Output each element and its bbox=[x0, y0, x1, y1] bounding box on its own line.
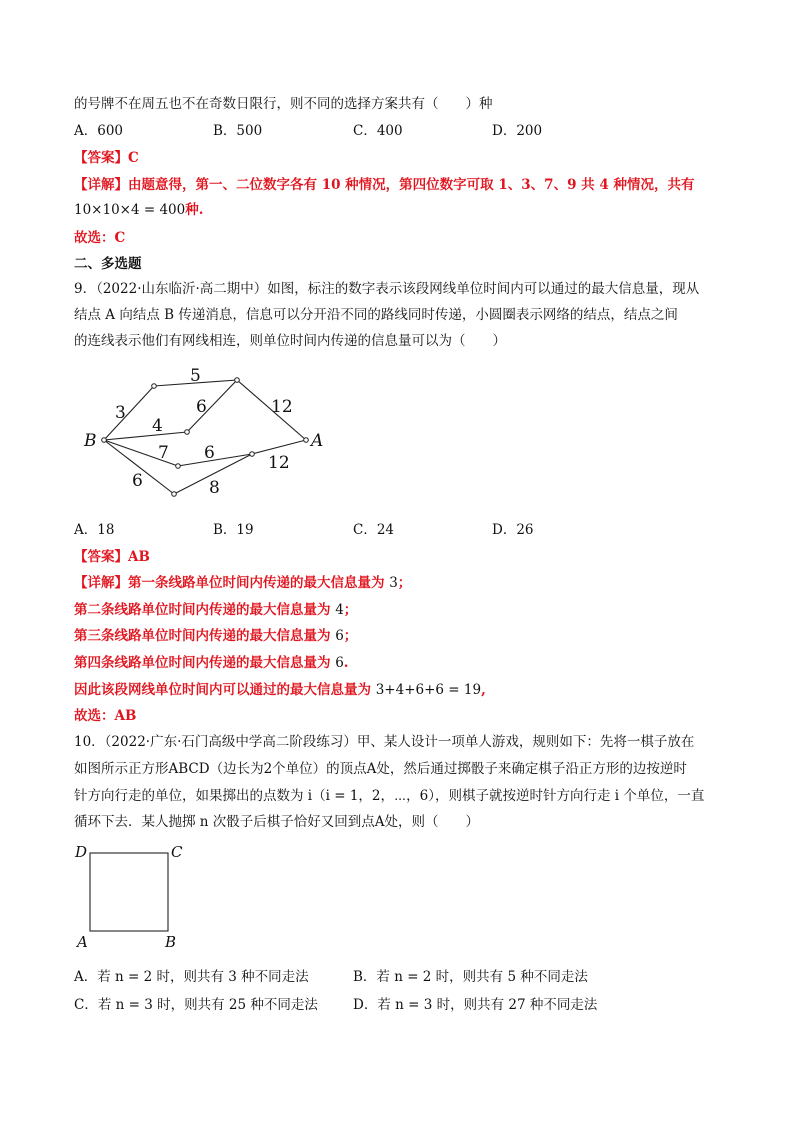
node-b bbox=[102, 438, 107, 443]
edge-label-6a: 6 bbox=[196, 397, 207, 417]
node-bottom bbox=[172, 492, 177, 497]
q9-option-b: B．19 bbox=[213, 522, 254, 538]
q9-detail-line1: 【详解】第一条线路单位时间内传递的最大信息量为 3； bbox=[74, 575, 412, 591]
edge-label-7: 7 bbox=[158, 443, 169, 463]
edge-label-8: 8 bbox=[209, 478, 220, 498]
q9-option-d: D．26 bbox=[492, 522, 534, 538]
q10-label-a: A bbox=[77, 933, 88, 951]
q8-detail-formula: 10×10×4 = 400种. bbox=[74, 202, 204, 218]
q9-detail-line5: 因此该段网线单位时间内可以通过的最大信息量为 3+4+6+6 = 19, bbox=[74, 682, 486, 698]
q10-label-c: C bbox=[171, 843, 183, 861]
node-right bbox=[250, 452, 255, 457]
q9-option-c: C．24 bbox=[353, 522, 395, 538]
q9-choice: 故选：AB bbox=[74, 708, 137, 724]
q8-option-d: D．200 bbox=[492, 123, 543, 139]
q8-option-b: B．500 bbox=[213, 123, 263, 139]
node-label-a: A bbox=[311, 431, 324, 451]
q10-label-b: B bbox=[165, 933, 177, 951]
edge-label-12b: 12 bbox=[268, 453, 290, 473]
q9-detail-line2: 第二条线路单位时间内传递的最大信息量为 4； bbox=[74, 602, 358, 618]
q8-answer: 【答案】C bbox=[74, 150, 139, 166]
q8-text-tail: 的号牌不在周五也不在奇数日限行，则不同的选择方案共有（ ）种 bbox=[74, 96, 493, 112]
edge-b-top-left bbox=[104, 386, 154, 440]
edge-label-6c: 6 bbox=[132, 471, 143, 491]
q10-square bbox=[90, 853, 168, 931]
q10-option-d: D．若 n = 3 时，则共有 27 种不同走法 bbox=[353, 997, 598, 1013]
q8-option-a: A．600 bbox=[74, 123, 124, 139]
q9-option-a: A．18 bbox=[74, 522, 115, 538]
edge-label-4: 4 bbox=[152, 416, 163, 436]
node-a bbox=[304, 438, 309, 443]
section-title-multiple-choice: 二、多选题 bbox=[74, 256, 142, 272]
edge-right-a bbox=[252, 440, 306, 454]
q10-text-line4: 循环下去．某人抛掷 n 次骰子后棋子恰好又回到点A处，则（ ） bbox=[74, 814, 480, 830]
node-top-left bbox=[152, 384, 157, 389]
q10-text-line1: 10．（2022·广东·石门高级中学高二阶段练习）甲、某人设计一项单人游戏，规则如下：先将一棋子放在 bbox=[74, 734, 695, 750]
q9-text-line3: 的连线表示他们有网线相连，则单位时间内传递的信息量可以为（ ） bbox=[74, 333, 506, 349]
node-mid2 bbox=[176, 464, 181, 469]
q9-detail-line3: 第三条线路单位时间内传递的最大信息量为 6； bbox=[74, 628, 358, 644]
q10-label-d: D bbox=[75, 843, 88, 861]
q10-text-line3: 针方向行走的单位，如果掷出的点数为 i（i = 1，2，⋯，6），则棋子就按逆时针方向行走 i 个单位，一直 bbox=[74, 788, 705, 804]
edge-label-12a: 12 bbox=[271, 397, 293, 417]
q10-option-a: A．若 n = 2 时，则共有 3 种不同走法 bbox=[74, 969, 309, 985]
node-top-right bbox=[235, 378, 240, 383]
q9-detail-line4: 第四条线路单位时间内传递的最大信息量为 6. bbox=[74, 655, 349, 671]
edge-label-5: 5 bbox=[190, 366, 201, 386]
q8-choice: 故选：C bbox=[74, 230, 126, 246]
node-label-b: B bbox=[84, 431, 97, 451]
edge-label-3: 3 bbox=[115, 403, 126, 423]
q9-answer: 【答案】AB bbox=[74, 549, 150, 565]
q9-text-line2: 结点 A 向结点 B 传递消息，信息可以分开沿不同的路线同时传递，小圆圈表示网络的结点，结点之间 bbox=[74, 307, 678, 323]
q9-text-line1: 9．（2022·山东临沂·高二期中）如图，标注的数字表示该段网线单位时间内可以通过的最大信息量，现从 bbox=[74, 281, 700, 297]
q10-option-b: B．若 n = 2 时，则共有 5 种不同走法 bbox=[353, 969, 588, 985]
edge-label-6b: 6 bbox=[204, 443, 215, 463]
q8-option-c: C．400 bbox=[353, 123, 403, 139]
node-mid1 bbox=[185, 430, 190, 435]
q10-text-line2: 如图所示正方形ABCD（边长为2个单位）的顶点A处，然后通过掷骰子来确定棋子沿正方形的边按逆时 bbox=[74, 761, 687, 777]
edge-mid1-top-right bbox=[187, 380, 237, 432]
q8-detail-line1: 【详解】由题意得，第一、二位数字各有 10 种情况，第四位数字可取 1、3、7、9 共 4 种情况，共有 bbox=[74, 177, 695, 193]
q10-option-c: C．若 n = 3 时，则共有 25 种不同走法 bbox=[74, 997, 318, 1013]
edge-b-mid1 bbox=[104, 432, 187, 440]
